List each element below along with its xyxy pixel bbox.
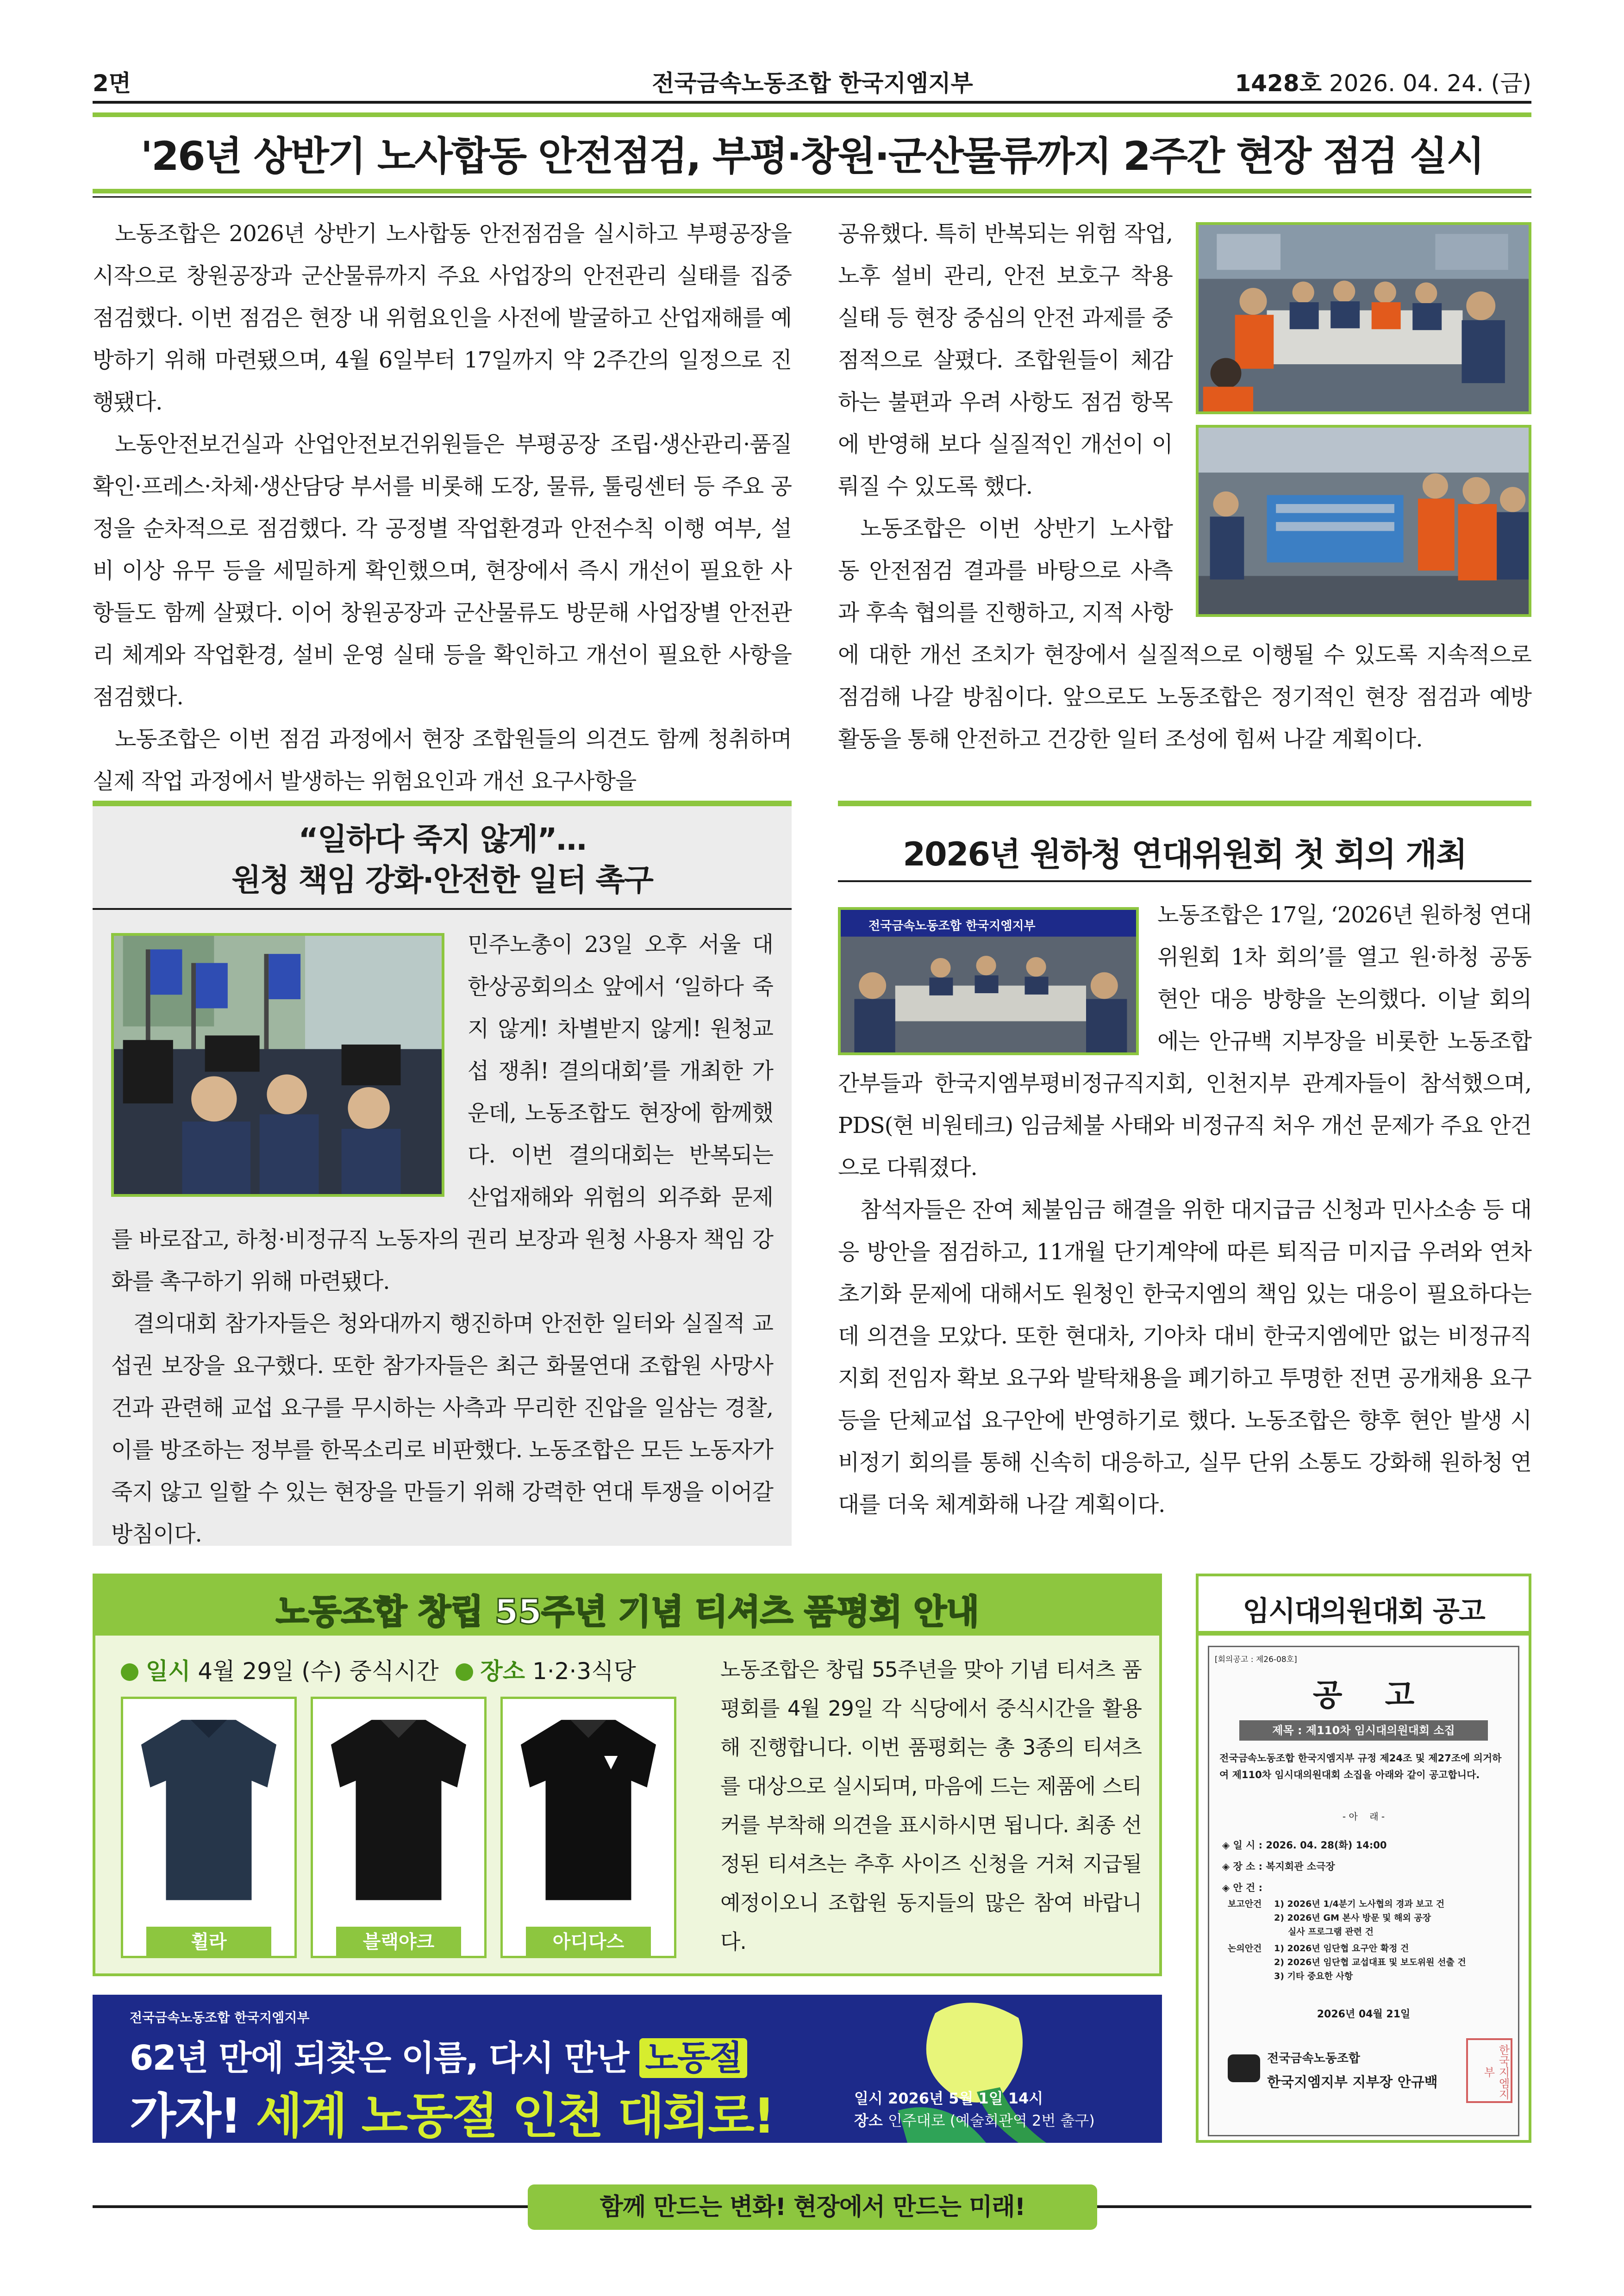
notice-signed-date: 2026년 04월 21일 xyxy=(1317,2009,1411,2020)
article2-paragraph: 결의대회 참가자들은 청와대까지 행진하며 안전한 일터와 실질적 교섭권 보장을 요구했다. 또한 참가자들은 최근 화물연대 조합원 사망사건과 관련해 교섭 요구를 무시하는 사측과 무리한 진압을 일삼는 경찰, 이를 방조하는 정부를 한목소리로 비판했다. 노동조합은 모든 노동자가 죽지 않고 일할 수 있는 현장을 만들기 위해 강력한 연대 투쟁을 이어갈 방침이다. xyxy=(111,1311,773,1547)
footer-slogan: 함께 만드는 변화! 현장에서 만드는 미래! xyxy=(528,2184,1097,2230)
mayday-date-label: 일시 xyxy=(854,2090,883,2107)
article1-paragraph: 공유했다. 특히 반복되는 위험 작업, 노후 설비 관리, 안전 보호구 착용 실태 등 현장 중심의 안전 과제를 중점적으로 살폈다. 조합원들이 체감하는 불편과 우려 사항도 점검 항목에 반영해 보다 실질적인 개선이 이뤄질 수 있도록 했다. xyxy=(838,221,1173,499)
mayday-details xyxy=(854,2087,1095,2132)
mayday-place-label: 장소 xyxy=(854,2112,883,2129)
issue-date: 2026. 04. 24. (금) xyxy=(1329,70,1531,97)
shirt-label: 아디다스 xyxy=(526,1927,651,1957)
article1-paragraph: 노동안전보건실과 산업안전보건위원들은 부평공장 조립·생산관리·품질확인·프레스·차체·생산담당 부서를 비롯해 도장, 물류, 툴링센터 등 주요 공정을 순차적으로 점검했다. 각 공정별 작업환경과 안전수칙 이행 여부, 설비 이상 유무 등을 세밀하게 확인했으며, 현장에서 즉시 개선이 필요한 사항들도 함께 살폈다. 이어 창원공장과 군산물류도 방문해 사업장별 안전관리 체계와 작업환경, 설비 운영 실태 등을 확인하고 개선이 필요한 사항을 점검했다. xyxy=(93,431,792,710)
tshirt-description: 노동조합은 창립 55주년을 맞아 기념 티셔츠 품평회를 4월 29일 각 식당에서 중식시간을 활용해 진행합니다. 이번 품평회는 총 3종의 티셔츠를 대상으로 실시되며, 마음에 드는 제품에 스티커를 부착해 의견을 표시하시면 됩니다. 최종 선정된 티셔츠는 추후 사이즈 신청을 거쳐 지급될 예정이오니 조합원 동지들의 많은 참여 바랍니다. xyxy=(720,1657,1142,1954)
notice-report-label: 보고안건 xyxy=(1228,1899,1262,1909)
notice-report-item: 2) 2026년 GM 본사 방문 및 해외 공장 xyxy=(1274,1913,1431,1923)
issue-number: 1428호 xyxy=(1235,70,1322,97)
issue-info xyxy=(1235,65,1531,98)
notice-decision-item: 1) 2026년 임단협 요구안 확정 건 xyxy=(1274,1943,1409,1954)
article1-top-rule xyxy=(93,112,1531,117)
tshirt-icon xyxy=(123,1699,294,1916)
mayday-line2 xyxy=(130,2077,774,2143)
notice-intro: 전국금속노동조합 한국지엠지부 규정 제24조 및 제27조에 의거하여 제110차 임시대의원대회 소집을 아래와 같이 공고합니다. xyxy=(1219,1753,1502,1780)
rally-photo xyxy=(111,933,444,1197)
green-dot-icon xyxy=(121,1663,138,1681)
article2-title-rule xyxy=(93,908,792,910)
header-rule xyxy=(93,101,1531,104)
article1-paragraph: 노동조합은 이번 상반기 노사합동 안전점검 결과를 바탕으로 사측과 후속 협의를 진행하고, 지적 사항에 대한 개선 조치가 현장에서 실질적으로 이행될 수 있도록 지속적으로 점검해 나갈 방침이다. 앞으로도 노동조합은 정기적인 현장 점검과 예방 활동을 통해 안전하고 건강한 일터 조성에 힘써 나갈 계획이다. xyxy=(838,516,1531,752)
committee-photo-banner: 전국금속노동조합 한국지엠지부 xyxy=(868,919,1036,933)
mayday-org: 전국금속노동조합 한국지엠지부 xyxy=(130,2010,310,2025)
mayday-line2-a: 가자! xyxy=(130,2088,241,2143)
article1-title: '26년 상반기 노사합동 안전점검, 부평·창원·군산물류까지 2주간 현장 점검 실시 xyxy=(140,133,1484,180)
green-dot-icon xyxy=(456,1663,473,1681)
article1-paragraph: 노동조합은 이번 점검 과정에서 현장 조합원들의 의견도 함께 청취하며 실제 작업 과정에서 발생하는 위험요인과 개선 요구사항을 xyxy=(93,726,792,794)
notice-report-item: 실사 프로그램 관련 건 xyxy=(1288,1927,1374,1937)
tshirt-icon xyxy=(503,1699,674,1916)
tshirt-schedule xyxy=(121,1653,636,1686)
mayday-line1 xyxy=(130,2031,747,2080)
tshirt-icon xyxy=(313,1699,484,1916)
notice-report-items xyxy=(1274,1897,1444,1939)
notice-ref: [회의공고 : 제26-08호] xyxy=(1215,1655,1297,1664)
tshirt-date-label: 일시 xyxy=(145,1658,191,1685)
tshirt-title: 노동조합 창립 55주년 기념 티셔츠 품평회 안내 xyxy=(275,1592,979,1632)
notice-date-line: ◈ 일 시 : 2026. 04. 28(화) 14:00 xyxy=(1222,1840,1387,1851)
mayday-banner xyxy=(93,1995,1162,2143)
notice-box xyxy=(1196,1574,1531,2143)
tshirt-place-label: 장소 xyxy=(480,1658,525,1685)
article2-top-rule xyxy=(93,801,792,806)
notice-title-rule xyxy=(1199,1631,1529,1636)
article1-bottom-rule xyxy=(93,189,1531,193)
notice-signer1: 전국금속노동조합 xyxy=(1267,2052,1360,2066)
safety-meeting-photo xyxy=(1196,222,1531,414)
notice-report-item: 1) 2026년 1/4분기 노사협의 경과 보고 건 xyxy=(1274,1899,1445,1909)
notice-title: 임시대의원대회 공고 xyxy=(1243,1595,1485,1628)
shirt-label: 휠라 xyxy=(146,1927,271,1957)
article3-top-rule xyxy=(838,801,1531,806)
organization-name: 전국금속노동조합 한국지엠지부 xyxy=(652,70,973,97)
committee-meeting-photo xyxy=(838,907,1139,1055)
official-seal-icon: 한국지엠지부 xyxy=(1466,2038,1512,2103)
notice-below: - 아 래 - xyxy=(1342,1811,1385,1822)
notice-document xyxy=(1208,1646,1519,2136)
mayday-place-value: 인주대로 (예술회관역 2번 출구) xyxy=(887,2112,1095,2129)
article2-paragraph: 민주노총이 23일 오후 서울 대한상공회의소 앞에서 ‘일하다 죽지 않게! 차별받지 않게! 원청교섭 쟁취! 결의대회’를 개최한 가운데, 노동조합도 현장에 함께했다. 이번 결의대회는 반복되는 산업재해와 위험의 외주화 문제를 바로잡고, 하청·비정규직 노동자의 권리 보장과 원청 사용자 책임 강화를 촉구하기 위해 마련됐다. xyxy=(111,932,773,1294)
notice-subject: 제목 : 제110차 임시대의원대회 소집 xyxy=(1239,1720,1488,1741)
article3-paragraph: 참석자들은 잔여 체불임금 해결을 위한 대지급금 신청과 민사소송 등 대응 방안을 점검하고, 11개월 단기계약에 따른 퇴직금 미지급 우려와 연차 초기화 문제에 대해서도 원청인 한국지엠의 책임 있는 대응이 필요하다는 데 의견을 모았다. 또한 현대차, 기아차 대비 한국지엠에만 없는 비정규직지회 전임자 확보 요구와 발탁채용을 폐기하고 투명한 전면 공개채용 요구 등을 단체교섭 요구안에 반영하기로 했다. 노동조합은 향후 현안 발생 시 비정기 회의를 통해 신속히 대응하고, 실무 단위 소통도 강화해 원하청 연대를 더욱 체계화해 나갈 계획이다. xyxy=(838,1197,1531,1518)
factory-inspection-photo xyxy=(1196,425,1531,617)
tshirt-event-box xyxy=(93,1574,1162,1976)
union-logo-icon xyxy=(1228,2054,1260,2082)
shirt-label: 블랙야크 xyxy=(336,1927,461,1957)
article1-left-column xyxy=(93,213,792,803)
article3-paragraph: 노동조합은 17일, ‘2026년 원하청 연대위원회 1차 회의’를 열고 원·하청 공동 현안 대응 방향을 논의했다. 이날 회의에는 안규백 지부장을 비롯한 노동조합 간부들과 한국지엠부평비정규직지회, 인천지부 관계자들이 참석했으며, PDS(현 비원테크) 임금체불 사태와 비정규직 처우 개선 문제가 주요 안건으로 다뤄졌다. xyxy=(838,902,1531,1181)
article2-title xyxy=(93,819,792,901)
notice-decision-item: 2) 2026년 임단협 교섭대표 및 보도위원 선출 건 xyxy=(1274,1957,1466,1967)
notice-place-line: ◈ 장 소 : 복지회관 소극장 xyxy=(1222,1861,1335,1872)
shirt-card-adidas xyxy=(500,1697,676,1958)
notice-decision-item: 3) 기타 중요한 사항 xyxy=(1274,1971,1353,1981)
tshirt-date-value: 4월 29일 (수) 중식시간 xyxy=(198,1658,439,1685)
notice-heading: 공 고 xyxy=(1312,1677,1415,1713)
shirt-card-blackyak xyxy=(311,1697,487,1958)
article2-title-line: “일하다 죽지 않게”… xyxy=(298,821,586,857)
article1-paragraph: 노동조합은 2026년 상반기 노사합동 안전점검을 실시하고 부평공장을 시작으로 창원공장과 군산물류까지 주요 사업장의 안전관리 실태를 집중 점검했다. 이번 점검은 현장 내 위험요인을 사전에 발굴하고 산업재해를 예방하기 위해 마련됐으며, 4월 6일부터 17일까지 약 2주간의 일정으로 진행됐다. xyxy=(93,221,792,415)
article3-title: 2026년 원하청 연대위원회 첫 회의 개최 xyxy=(903,835,1467,873)
mayday-highlight: 노동절 xyxy=(639,2038,747,2078)
article3-title-rule xyxy=(838,880,1531,882)
notice-decision-label: 논의안건 xyxy=(1228,1943,1262,1954)
notice-signer2: 한국지엠지부 지부장 안규백 xyxy=(1267,2074,1438,2091)
article2-title-line: 원청 책임 강화·안전한 일터 촉구 xyxy=(231,862,653,898)
article1-thin-rule xyxy=(93,196,1531,198)
notice-decision-items xyxy=(1274,1941,1466,1983)
mayday-line1-text: 62년 만에 되찾은 이름, 다시 만난 xyxy=(130,2038,629,2078)
page-number: 2면 xyxy=(93,70,131,97)
article2-box xyxy=(93,801,792,1546)
shirt-card-fila xyxy=(121,1697,297,1958)
tshirt-place-value: 1·2·3식당 xyxy=(532,1658,636,1685)
mayday-date-value: 2026년 5월 1일 14시 xyxy=(887,2090,1043,2107)
mayday-line2-b: 세계 노동절 인천 대회로! xyxy=(256,2088,774,2143)
notice-agenda-line: ◈ 안 건 : xyxy=(1222,1882,1263,1893)
